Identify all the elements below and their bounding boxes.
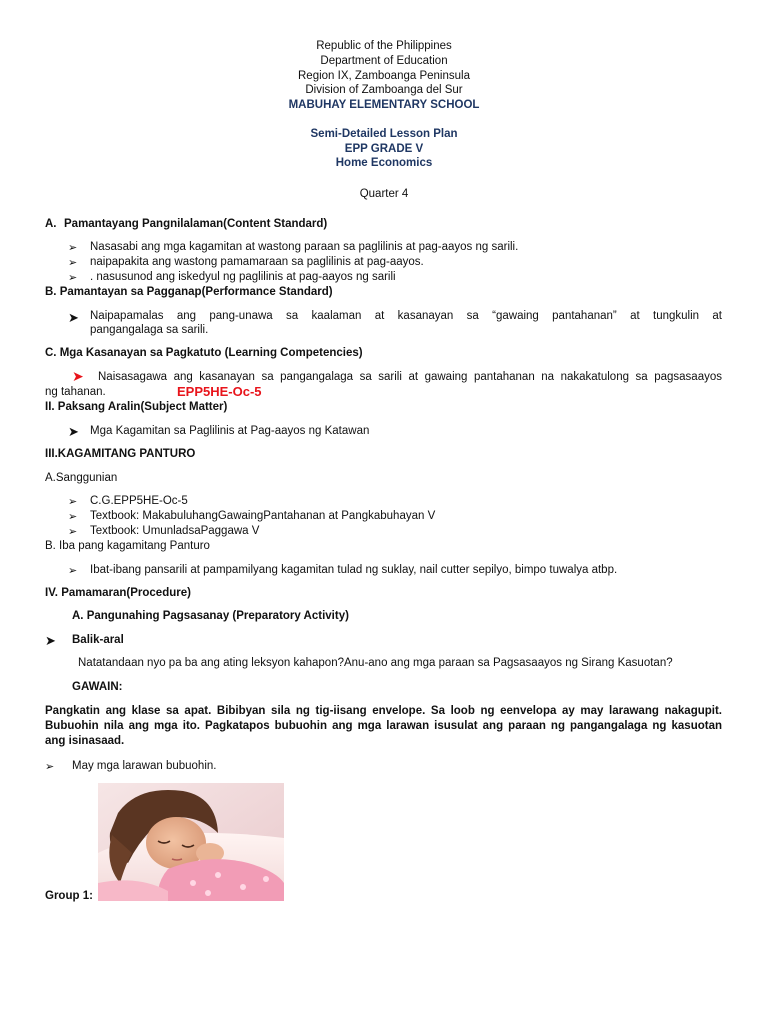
- bullet-arrow-icon: ➢: [68, 565, 78, 577]
- section-iv-heading: IV. Pamamaran(Procedure): [45, 587, 191, 599]
- gawain-line3: ang isinasaad.: [45, 735, 125, 747]
- bullet-arrow-icon: ➤: [45, 633, 56, 648]
- reference-item: Textbook: MakabuluhangGawaingPantahanan at Pangkabuhayan V: [90, 510, 436, 522]
- header-division: Division of Zamboanga del Sur: [305, 84, 463, 96]
- bullet-arrow-icon: ➢: [68, 496, 78, 508]
- header-region: Region IX, Zamboanga Peninsula: [298, 70, 470, 82]
- subject-label: Home Economics: [335, 157, 433, 169]
- header-republic: Republic of the Philippines: [316, 40, 452, 52]
- bullet-arrow-icon: ➤: [68, 310, 79, 325]
- bullet-arrow-icon: ➢: [68, 272, 78, 284]
- reference-item: Textbook: UmunladsaPaggawa V: [90, 525, 260, 537]
- bullet-arrow-icon: ➢: [68, 257, 78, 269]
- section-ii-item: Mga Kagamitan sa Paglilinis at Pag-aayos ng Katawan: [90, 425, 370, 437]
- bullet-arrow-icon: ➢: [45, 761, 55, 773]
- section-iv-sub-a: A. Pangunahing Pagsasanay (Preparatory Activity): [72, 610, 349, 622]
- larawan-item: May mga larawan bubuohin.: [72, 760, 217, 772]
- plan-title: Semi-Detailed Lesson Plan: [310, 128, 458, 140]
- reference-item: C.G.EPP5HE-Oc-5: [90, 495, 188, 507]
- competency-code: EPP5HE-Oc-5: [177, 384, 262, 399]
- balik-aral-label: Balik-aral: [72, 634, 124, 646]
- section-b-item-line2: pangangalaga sa sarili.: [90, 324, 209, 336]
- group-1-label: Group 1:: [45, 890, 93, 902]
- section-a-item: naipapakita ang wastong pamamaraan sa paglilinis at pag-aayos.: [90, 256, 424, 268]
- gawain-line2: Bubuohin nila ang mga ito. Pagkatapos bubuohin ang mga larawan isusulat ang paraan ng pangangalaga ng kasuotan: [45, 720, 722, 732]
- section-iii-sub-b: B. Iba pang kagamitang Panturo: [45, 540, 210, 552]
- section-iii-heading: III.KAGAMITANG PANTURO: [45, 448, 196, 460]
- bullet-arrow-red-icon: ➤: [72, 368, 84, 384]
- section-c-heading: C. Mga Kasanayan sa Pagkatuto (Learning Competencies): [45, 347, 363, 359]
- school-name: MABUHAY ELEMENTARY SCHOOL: [288, 99, 480, 111]
- section-a-heading: Pamantayang Pangnilalaman(Content Standard): [64, 218, 328, 230]
- bullet-arrow-icon: ➢: [68, 511, 78, 523]
- quarter-label: Quarter 4: [359, 188, 409, 200]
- section-ii-heading: II. Paksang Aralin(Subject Matter): [45, 401, 228, 413]
- gawain-label: GAWAIN:: [72, 681, 123, 693]
- header-department: Department of Education: [320, 55, 448, 67]
- balik-aral-text: Natatandaan nyo pa ba ang ating leksyon kahapon?Anu-ano ang mga paraan sa Pagsasaayos ng Sirang Kasuotan?: [78, 657, 673, 669]
- section-b-heading: B. Pamantayan sa Pagganap(Performance Standard): [45, 286, 333, 298]
- section-a-item: . nasusunod ang iskedyul ng paglilinis at pag-aayos ng sarili: [90, 271, 396, 283]
- section-a-letter: A.: [45, 218, 57, 230]
- section-iii-sub-a: A.Sanggunian: [45, 472, 118, 484]
- gawain-line1: Pangkatin ang klase sa apat. Bibibyan sila ng tig-iisang envelope. Sa loob ng eenvelopa ay may larawang nakagupit.: [45, 705, 722, 717]
- grade-label: EPP GRADE V: [344, 143, 424, 155]
- section-c-item-line2: ng tahanan.: [45, 386, 106, 398]
- sleeping-child-photo: [98, 783, 284, 901]
- bullet-arrow-icon: ➢: [68, 242, 78, 254]
- section-b-item-line1: Naipapamalas ang pang-unawa sa kaalaman at kasanayan sa “gawaing pantahanan” at tungkulin at: [90, 310, 722, 322]
- bullet-arrow-icon: ➢: [68, 526, 78, 538]
- materials-item: Ibat-ibang pansarili at pampamilyang kagamitan tulad ng suklay, nail cutter sepilyo, bimpo tuwalya atbp.: [90, 564, 618, 576]
- bullet-arrow-icon: ➤: [68, 424, 79, 439]
- section-c-item-line1: Naisasagawa ang kasanayan sa pangangalaga sa sarili at gawaing pantahanan na nakakatulong sa pagsasaayos: [98, 371, 722, 383]
- section-a-item: Nasasabi ang mga kagamitan at wastong paraan sa paglilinis at pag-aayos ng sarili.: [90, 241, 519, 253]
